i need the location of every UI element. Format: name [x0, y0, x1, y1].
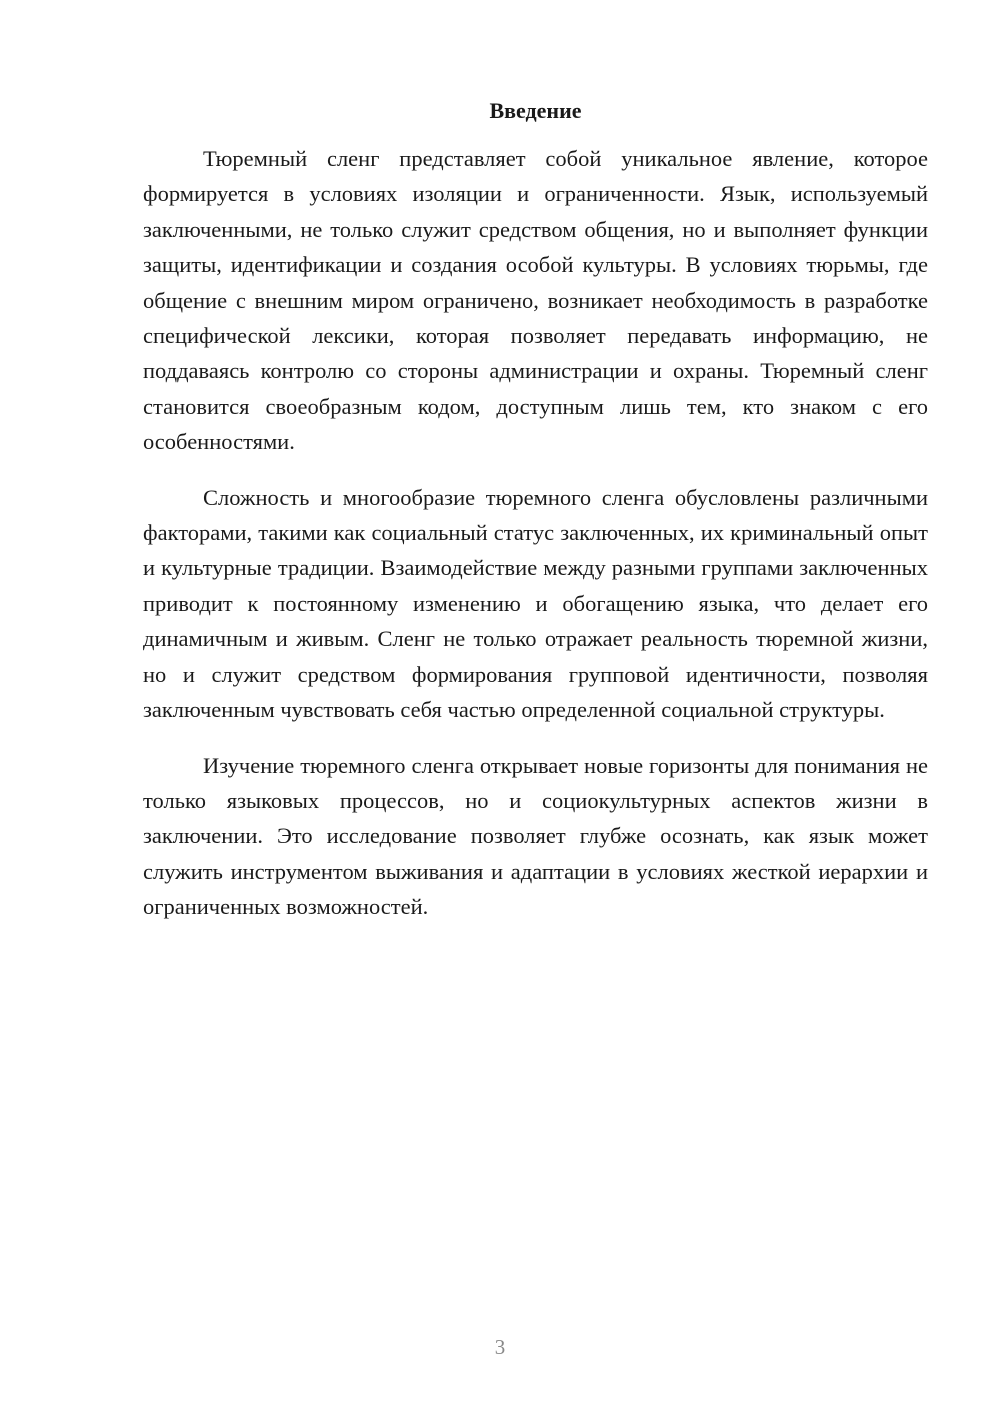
paragraph-3: Изучение тюремного сленга открывает новые горизонты для понимания не только языковых процессов, но и социокультурных аспектов жизни в заключении. Это исследование позволяет глубже осознать, как язык может служить инструментом выживания и адаптации в условиях жесткой иерархии и ограниченных возможностей. [143, 752, 928, 920]
paragraph-2: Сложность и многообразие тюремного сленга обусловлены различными факторами, такими как социальный статус заключенных, их криминальный опыт и культурные традиции. Взаимодействие между разными группами заключенных приводит к постоянному изменению и обогащению языка, что делает его динамичным и живым. Сленг не только отражает реальность тюремной жизни, но и служит средством формирования групповой идентичности, позволяя заключенным чувствовать себя частью определенной социальной структуры. [143, 484, 928, 723]
page-number: 3 [494, 1335, 506, 1359]
page-content [143, 95, 928, 925]
section-title: Введение [489, 98, 582, 123]
paragraph-1: Тюремный сленг представляет собой уникальное явление, которое формируется в условиях изоляции и ограниченности. Язык, используемый заключенными, не только служит средством общения, но и выполняет функции защиты, идентификации и создания особой культуры. В условиях тюрьмы, где общение с внешним миром ограничено, возникает необходимость в разработке специфической лексики, которая позволяет передавать информацию, не поддаваясь контролю со стороны администрации и охраны. Тюремный сленг становится своеобразным кодом, доступным лишь тем, кто знаком с его особенностями. [143, 146, 928, 455]
